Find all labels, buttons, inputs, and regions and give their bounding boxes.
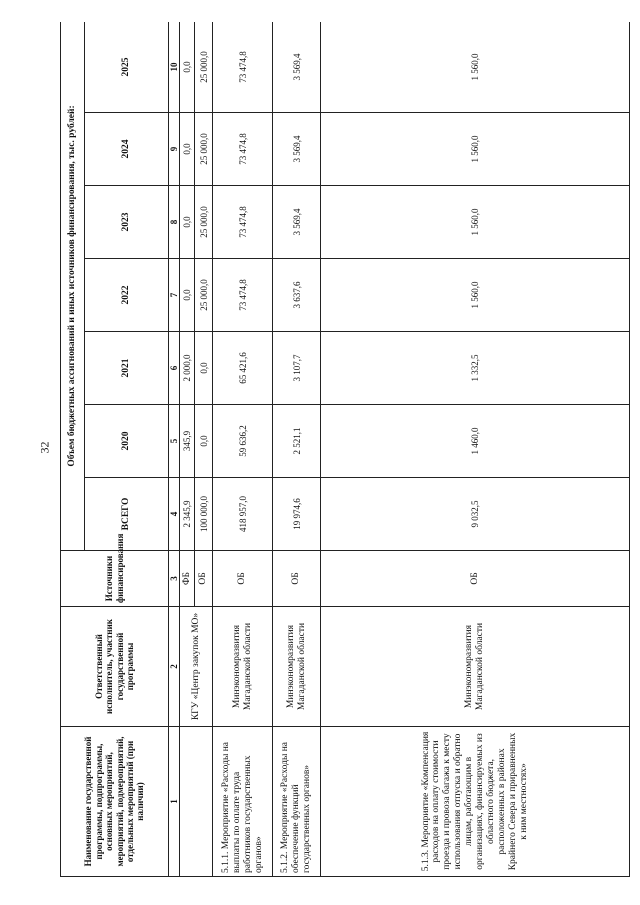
value-cell: 25 000,0 bbox=[195, 259, 213, 332]
value-cell: 25 000,0 bbox=[195, 113, 213, 186]
index-cell: 8 bbox=[169, 186, 180, 259]
header-year: ВСЕГО bbox=[85, 478, 169, 551]
value-cell: 2 000,0 bbox=[180, 332, 195, 405]
value-cell: 3 569,4 bbox=[273, 186, 321, 259]
value-cell: 345,9 bbox=[180, 405, 195, 478]
value-cell: 1 560,0 bbox=[321, 186, 630, 259]
value-cell: 2 345,9 bbox=[180, 478, 195, 551]
index-cell: 6 bbox=[169, 332, 180, 405]
header-name: Наименование государственной программы, подпрограммы, основных мероприятий, мероприятий, подмероприятий, отдельных мероприятий (при наличии) bbox=[61, 727, 169, 877]
index-cell: 5 bbox=[169, 405, 180, 478]
value-cell: 418 957,0 bbox=[213, 478, 273, 551]
index-cell: 1 bbox=[169, 727, 180, 877]
row-name bbox=[180, 727, 213, 877]
index-cell: 10 bbox=[169, 22, 180, 113]
row-source: ОБ bbox=[213, 551, 273, 607]
value-cell: 100 000,0 bbox=[195, 478, 213, 551]
table-row bbox=[273, 22, 321, 877]
index-cell: 9 bbox=[169, 113, 180, 186]
row-responsible: Минэкономразвития Магаданской области bbox=[321, 607, 630, 727]
value-cell: 65 421,6 bbox=[213, 332, 273, 405]
page-number: 32 bbox=[37, 441, 52, 454]
row-source: ОБ bbox=[273, 551, 321, 607]
value-cell: 73 474,8 bbox=[213, 113, 273, 186]
index-row bbox=[169, 22, 180, 877]
table-row bbox=[180, 22, 195, 877]
value-cell: 25 000,0 bbox=[195, 186, 213, 259]
row-name: 5.1.3. Мероприятие «Компенсация расходов на оплату стоимости проезда и провоза багажа к месту использования отпуска и обратно лицам, работающим в организациях, финансируемых из областного бюджета, расположенных в районах Крайнего Севера и приравненных к ним местностях» bbox=[321, 727, 630, 877]
value-cell: 1 560,0 bbox=[321, 259, 630, 332]
row-responsible: Минэкономразвития Магаданской области bbox=[273, 607, 321, 727]
value-cell: 1 560,0 bbox=[321, 113, 630, 186]
header-year: 2024 bbox=[85, 113, 169, 186]
value-cell: 1 332,5 bbox=[321, 332, 630, 405]
value-cell: 19 974,6 bbox=[273, 478, 321, 551]
financing-table bbox=[60, 22, 630, 877]
header-year: 2025 bbox=[85, 22, 169, 113]
value-cell: 25 000,0 bbox=[195, 22, 213, 113]
value-cell: 1 460,0 bbox=[321, 405, 630, 478]
row-name: 5.1.2. Мероприятие «Расходы на обеспечение функций государственных органов» bbox=[273, 727, 321, 877]
value-cell: 9 032,5 bbox=[321, 478, 630, 551]
value-cell: 0,0 bbox=[180, 113, 195, 186]
header-year: 2021 bbox=[85, 332, 169, 405]
row-responsible: Минэкономразвития Магаданской области bbox=[213, 607, 273, 727]
index-cell: 2 bbox=[169, 607, 180, 727]
value-cell: 0,0 bbox=[195, 332, 213, 405]
value-cell: 0,0 bbox=[180, 22, 195, 113]
value-cell: 73 474,8 bbox=[213, 259, 273, 332]
index-cell: 3 bbox=[169, 551, 180, 607]
row-source: ФБ bbox=[180, 551, 195, 607]
value-cell: 3 569,4 bbox=[273, 22, 321, 113]
row-name: 5.1.1. Мероприятие «Расходы на выплаты по оплате труда работников государственных органов» bbox=[213, 727, 273, 877]
header-responsible: Ответственный исполнитель, участник государственной программы bbox=[61, 607, 169, 727]
header-volume: Объем бюджетных ассигнований и иных источников финансирования, тыс. рублей: bbox=[61, 22, 85, 551]
value-cell: 3 107,7 bbox=[273, 332, 321, 405]
table-row bbox=[321, 22, 630, 877]
value-cell: 59 636,2 bbox=[213, 405, 273, 478]
index-cell: 7 bbox=[169, 259, 180, 332]
header-row-1 bbox=[61, 22, 85, 877]
value-cell: 73 474,8 bbox=[213, 22, 273, 113]
value-cell: 1 560,0 bbox=[321, 22, 630, 113]
scanned-page bbox=[60, 22, 630, 877]
index-cell: 4 bbox=[169, 478, 180, 551]
header-source: Источники финансирования bbox=[61, 551, 169, 607]
row-source: ОБ bbox=[195, 551, 213, 607]
row-responsible: КГУ «Центр закупок МО» bbox=[180, 607, 213, 727]
value-cell: 0,0 bbox=[180, 186, 195, 259]
value-cell: 73 474,8 bbox=[213, 186, 273, 259]
value-cell: 3 569,4 bbox=[273, 113, 321, 186]
header-year: 2020 bbox=[85, 405, 169, 478]
rotated-table-wrapper bbox=[60, 22, 630, 877]
value-cell: 3 637,6 bbox=[273, 259, 321, 332]
value-cell: 2 521,1 bbox=[273, 405, 321, 478]
table-row bbox=[213, 22, 273, 877]
row-source: ОБ bbox=[321, 551, 630, 607]
header-year: 2023 bbox=[85, 186, 169, 259]
header-year: 2022 bbox=[85, 259, 169, 332]
value-cell: 0,0 bbox=[180, 259, 195, 332]
value-cell: 0,0 bbox=[195, 405, 213, 478]
